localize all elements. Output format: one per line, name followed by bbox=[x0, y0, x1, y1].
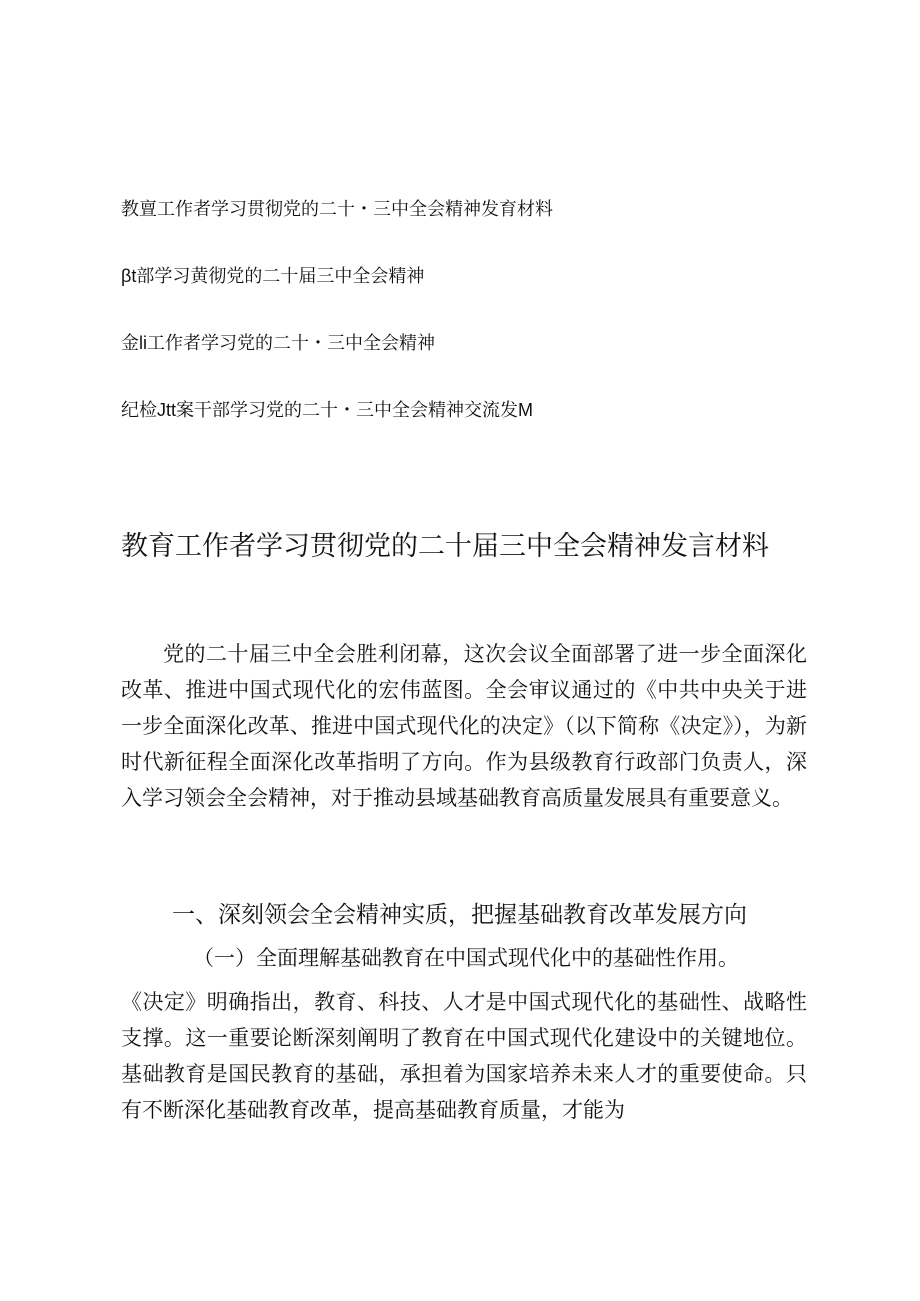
subsection-paragraph: 《决定》明确指出，教育、科技、人才是中国式现代化的基础性、战略性支撑。这一重要论断深刻阐明了教育在中国式现代化建设中的关键地位。基础教育是国民教育的基础，承担着为国家培养未来人才的重要使命。只有不断深化基础教育改革，提高基础教育质量，才能为 bbox=[121, 990, 807, 1122]
section-heading: 一、深刻领会全会精神实质，把握基础教育改革发展方向 bbox=[172, 901, 747, 927]
toc-item: βt部学习黄彻党的二十届三中全会精神 bbox=[121, 266, 425, 286]
intro-paragraph: 党的二十届三中全会胜利闭幕，这次会议全面部署了进一步全面深化改革、推进中国式现代化的宏伟蓝图。全会审议通过的《中共中央关于进一步全面深化改革、推进中国式现代化的决定》（以下简称《决定》），为新时代新征程全面深化改革指明了方向。作为县级教育行政部门负责人，深入学习领会全会精神，对于推动县域基础教育高质量发展具有重要意义。 bbox=[121, 642, 807, 810]
toc-item: 金li工作者学习党的二十・三中全会精神 bbox=[121, 333, 435, 353]
toc-item: 教亶工作者学习贯彻党的二十・三中全会精神发育材料 bbox=[121, 199, 553, 219]
document-title: 教育工作者学习贯彻党的二十届三中全会精神发言材料 bbox=[121, 531, 769, 561]
subsection-heading: （一）全面理解基础教育在中国式现代化中的基础性作用。 bbox=[193, 946, 739, 970]
toc-item: 纪检Jtt案干部学习党的二十・三中全会精神交流发M bbox=[121, 400, 533, 420]
table-of-contents bbox=[121, 198, 821, 466]
